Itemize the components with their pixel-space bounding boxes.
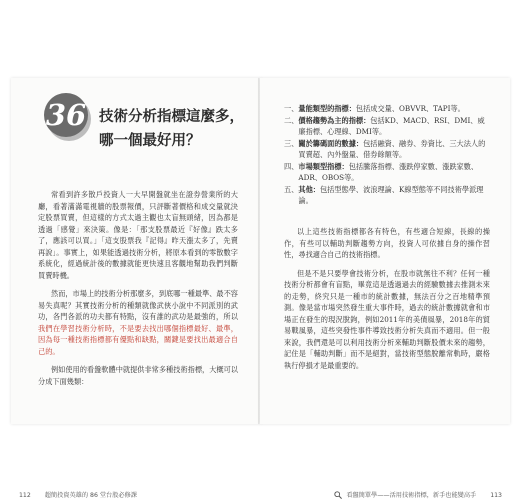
left-page xyxy=(11,78,261,499)
list-item xyxy=(284,115,490,138)
paragraph xyxy=(38,288,238,357)
left-body-text xyxy=(38,189,238,387)
item-heading: 量能類型的指標： xyxy=(298,104,356,113)
right-folio xyxy=(334,490,502,499)
chapter-title-line2: 哪一個最好用？ xyxy=(99,133,201,149)
item-number: 四、 xyxy=(284,161,299,171)
list-item xyxy=(284,103,490,115)
page-number: 112 xyxy=(19,492,31,499)
item-description: 包括型態學、波浪理論、K線型態等不同技術學派理論。 xyxy=(298,184,484,205)
paragraph: 以上這些技術指標都各有特色，有些適合短線，長線的操作，有些可以輔助判斷趨勢方向，投資人可依據自身的操作習性，尋找適合自己的技術指標。 xyxy=(284,227,490,259)
item-number: 一、 xyxy=(284,104,299,113)
indicator-category-list xyxy=(284,103,490,207)
chapter-number-badge xyxy=(44,93,88,137)
item-heading: 市場類型指標： xyxy=(298,161,349,171)
item-description: 包括融資、融券、券資比、三大法人的買賣超、內外盤量、借券餘額等。 xyxy=(298,138,486,159)
item-number: 二、 xyxy=(284,115,299,125)
item-number: 五、 xyxy=(284,184,299,194)
left-folio xyxy=(19,490,137,499)
book-title: 超簡投資英雄的 86 堂台股必修課 xyxy=(44,492,137,499)
list-item xyxy=(284,161,490,184)
item-heading: 其他： xyxy=(298,184,320,194)
paragraph: 常看到許多散戶投資人一大早開盤就坐在證券營業所的大廳，看著滿滿電視牆的股票報價，只評斷著價格和成交量就決定股票買賣，但這樣的方式太過主觀也太盲無頭緒，因為都是透過「感覺」來決策。像是：「那支股票最近『好像』跌太多了，應該可以買。」「這支股票我『記得』昨天漲太多了，先賣再說」。事實上，如果能透過技術分析，將原本看到的零散數字系統化，經過統計後的數據就能更快速且客觀地幫助我們判斷買賣時機。 xyxy=(38,190,238,280)
item-heading: 價格趨勢為主的指標： xyxy=(298,115,371,125)
right-body-text xyxy=(284,226,490,371)
highlighted-text: 我們在學習技術分析時，不是要去找出哪個指標最好、最準，因為每一種技術指標都有優點和缺點，關鍵是要找出最適合自己的。 xyxy=(38,323,238,356)
page-number: 113 xyxy=(490,492,502,499)
chapter-title-line1: 技術分析指標這麼多， xyxy=(99,109,244,125)
paragraph: 例如使用的看盤軟體中就提供非常多種技術指標，大概可以分成下面幾類： xyxy=(38,365,238,386)
list-item xyxy=(284,184,490,207)
right-page xyxy=(260,78,510,499)
chapter-title xyxy=(99,105,244,153)
paragraph: 但是不是只要學會技術分析，在股市就無往不利？任何一種技術分析都會有盲點，畢竟這是透過過去的經驗數據去推測未來的走勢，終究只是一種市的統計數據，無法百分之百地精準預測。像是當市場突然發生重大事件時，過去的統計數據就會和市場正在發生的現況脫鉤，例如2011年的美債風暴，2018年的貿易戰風暴，這些突發性事件導致技術分析失真而不適用。但一般來說，我們還是可以利用技術分析來輔助判斷股價未來的趨勢，記住是「輔助判斷」而不是絕對，當技術型態脫離常軌時，嚴格執行停損才是最重要的。 xyxy=(284,268,490,370)
item-number: 三、 xyxy=(284,138,299,148)
item-description: 包括KD、MACD、RSI、DMI、威廉指標、心理線、DMI等。 xyxy=(298,115,485,136)
item-description: 包括騰落指標、漲跌停家數、漲跌家數、ADR、OBOS等。 xyxy=(298,161,479,182)
magnifier-icon xyxy=(334,491,342,499)
list-item xyxy=(284,138,490,161)
section-title: 看盤簡單學——活用技術指標，新手也能變高手 xyxy=(346,492,477,499)
chapter-number: 36 xyxy=(45,98,87,132)
item-heading: 關於籌碼面的數據： xyxy=(298,138,364,148)
paragraph-lead: 然而，市場上的技術分析那麼多，到底哪一種最準、最不容易失真呢？其實技術分析的種類就像武俠小說中不同派別的武功，各門各派的功夫都有特點，沒有誰的武功是最強的，所以 xyxy=(38,289,238,321)
item-description: 包括成交量、OBVVR、TAPI等。 xyxy=(355,104,465,113)
